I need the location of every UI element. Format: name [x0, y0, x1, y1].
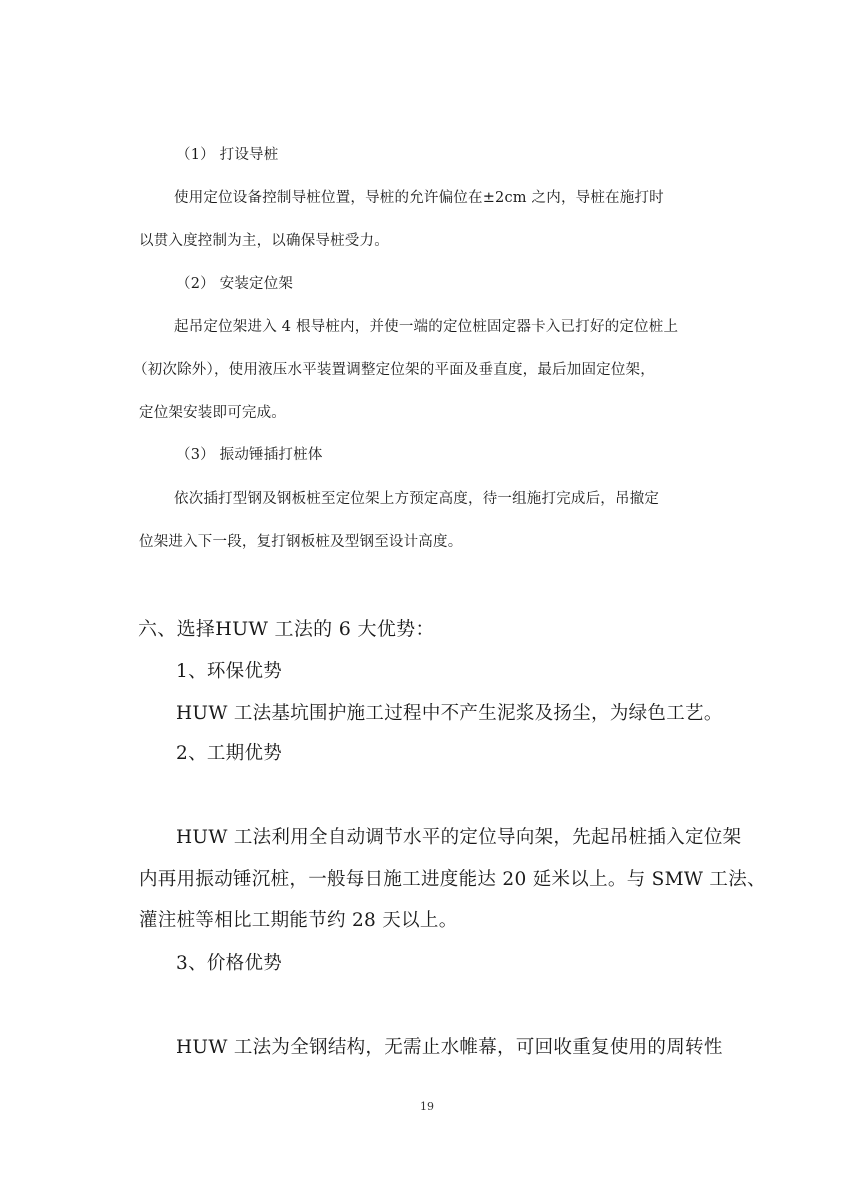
adv3-line1: HUW 工法为全钢结构，无需止水帷幕，可回收重复使用的周转性 [176, 1037, 723, 1058]
adv2-line3: 灌注桩等相比工期能节约 28 天以上。 [139, 910, 458, 931]
adv2-heading: 2、工期优势 [176, 743, 283, 764]
page-number: 19 [420, 1100, 434, 1113]
step3-line2: 位架进入下一段，复打钢板桩及型钢至设计高度。 [139, 534, 463, 550]
step3-heading: （3） 振动锤插打桩体 [176, 447, 323, 463]
adv3-heading: 3、价格优势 [176, 953, 283, 974]
step2-line3: 定位架安装即可完成。 [139, 405, 286, 421]
adv2-line2: 内再用振动锤沉桩，一般每日施工进度能达 20 延米以上。与 SMW 工法、 [139, 869, 766, 890]
step3-line1: 依次插打型钢及钢板桩至定位架上方预定高度，待一组施打完成后，吊撤定 [174, 491, 660, 507]
step1-heading: （1） 打设导桩 [176, 147, 279, 163]
adv1-line1: HUW 工法基坑围护施工过程中不产生泥浆及扬尘，为绿色工艺。 [176, 703, 723, 724]
step2-line1: 起吊定位架进入 4 根导桩内，并使一端的定位桩固定器卡入已打好的定位桩上 [174, 319, 679, 335]
section6-heading: 六、选择HUW 工法的 6 大优势： [138, 618, 435, 640]
step2-line2: （初次除外），使用液压水平装置调整定位架的平面及垂直度，最后加固定位架， [133, 362, 655, 378]
adv1-heading: 1、环保优势 [176, 661, 283, 682]
step2-heading: （2） 安装定位架 [176, 276, 294, 292]
adv2-line1: HUW 工法利用全自动调节水平的定位导向架，先起吊桩插入定位架 [176, 827, 742, 848]
step1-line2: 以贯入度控制为主，以确保导桩受力。 [139, 233, 389, 249]
step1-line1: 使用定位设备控制导桩位置，导桩的允许偏位在±2cm 之内，导桩在施打时 [174, 190, 664, 206]
